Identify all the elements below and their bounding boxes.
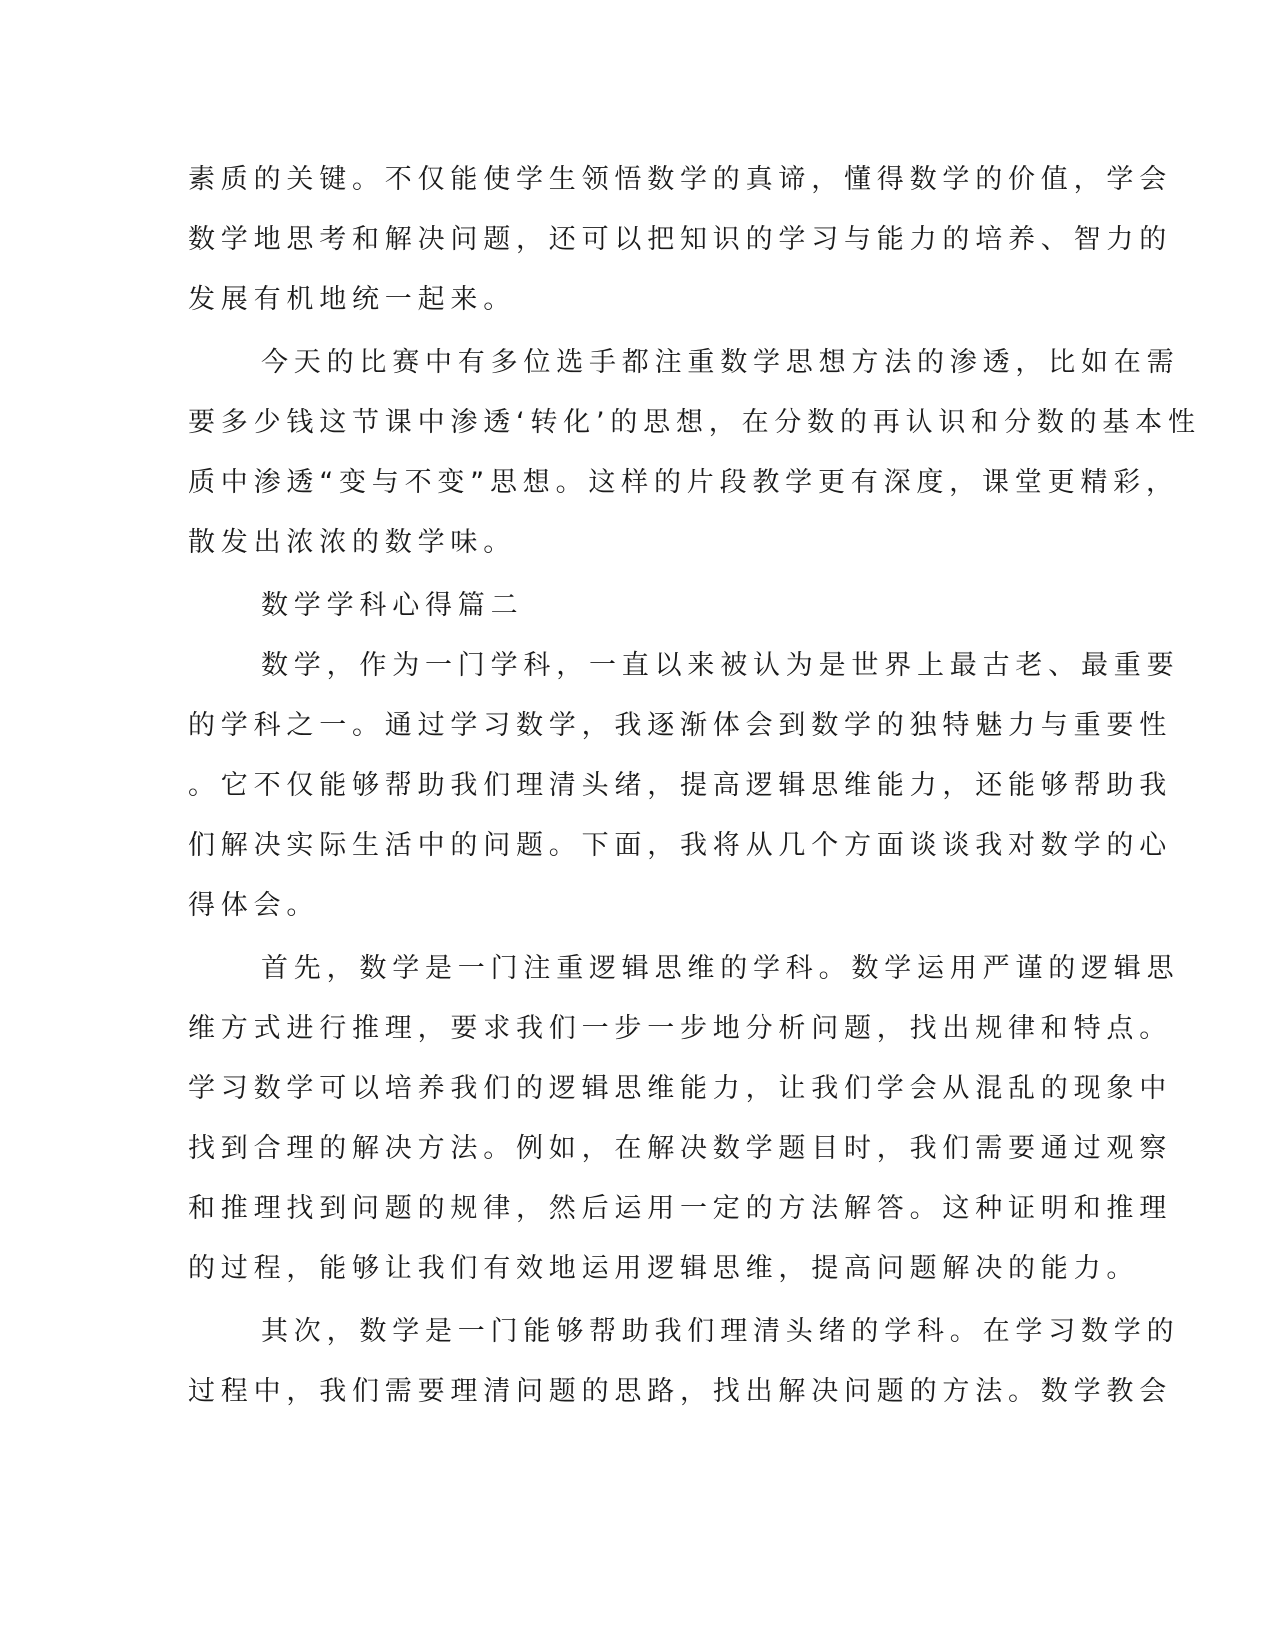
text-line: 维方式进行推理，要求我们一步一步地分析问题，找出规律和特点。 bbox=[188, 1013, 1172, 1044]
text-line: 过程中，我们需要理清问题的思路，找出解决问题的方法。数学教会 bbox=[188, 1376, 1172, 1407]
document-body bbox=[188, 150, 1201, 1422]
text-line: 数学地思考和解决问题，还可以把知识的学习与能力的培养、智力的 bbox=[188, 224, 1172, 255]
heading-text: 数学学科心得篇二 bbox=[261, 590, 524, 621]
text-line: 们解决实际生活中的问题。下面，我将从几个方面谈谈我对数学的心 bbox=[188, 830, 1172, 861]
text-line: 得体会。 bbox=[188, 890, 320, 921]
paragraph-3 bbox=[188, 636, 1180, 936]
text-line: 的过程，能够让我们有效地运用逻辑思维，提高问题解决的能力。 bbox=[188, 1253, 1140, 1284]
text-line: 首先，数学是一门注重逻辑思维的学科。数学运用严谨的逻辑思 bbox=[261, 953, 1180, 984]
text-line: 质中渗透“变与不变”思想。这样的片段教学更有深度，课堂更精彩， bbox=[188, 467, 1179, 498]
section-heading bbox=[188, 576, 1073, 636]
text-line: 数学，作为一门学科，一直以来被认为是世界上最古老、最重要 bbox=[261, 650, 1180, 681]
text-line: 。它不仅能够帮助我们理清头绪，提高逻辑思维能力，还能够帮助我 bbox=[188, 770, 1172, 801]
text-line: 和推理找到问题的规律，然后运用一定的方法解答。这种证明和推理 bbox=[188, 1193, 1172, 1224]
paragraph-2 bbox=[188, 333, 1201, 573]
text-line: 发展有机地统一起来。 bbox=[188, 284, 516, 315]
paragraph-5 bbox=[188, 1302, 1180, 1422]
text-line: 学习数学可以培养我们的逻辑思维能力，让我们学会从混乱的现象中 bbox=[188, 1073, 1172, 1104]
text-line: 今天的比赛中有多位选手都注重数学思想方法的渗透，比如在需 bbox=[261, 347, 1180, 378]
text-line: 素质的关键。不仅能使学生领悟数学的真谛，懂得数学的价值，学会 bbox=[188, 164, 1172, 195]
text-line: 要多少钱这节课中渗透‘转化’的思想，在分数的再认识和分数的基本性 bbox=[188, 407, 1201, 438]
paragraph-4 bbox=[188, 939, 1180, 1299]
text-line: 的学科之一。通过学习数学，我逐渐体会到数学的独特魅力与重要性 bbox=[188, 710, 1172, 741]
text-line: 散发出浓浓的数学味。 bbox=[188, 527, 516, 558]
paragraph-1 bbox=[188, 150, 1172, 330]
text-line: 找到合理的解决方法。例如，在解决数学题目时，我们需要通过观察 bbox=[188, 1133, 1172, 1164]
text-line: 其次，数学是一门能够帮助我们理清头绪的学科。在学习数学的 bbox=[261, 1316, 1180, 1347]
